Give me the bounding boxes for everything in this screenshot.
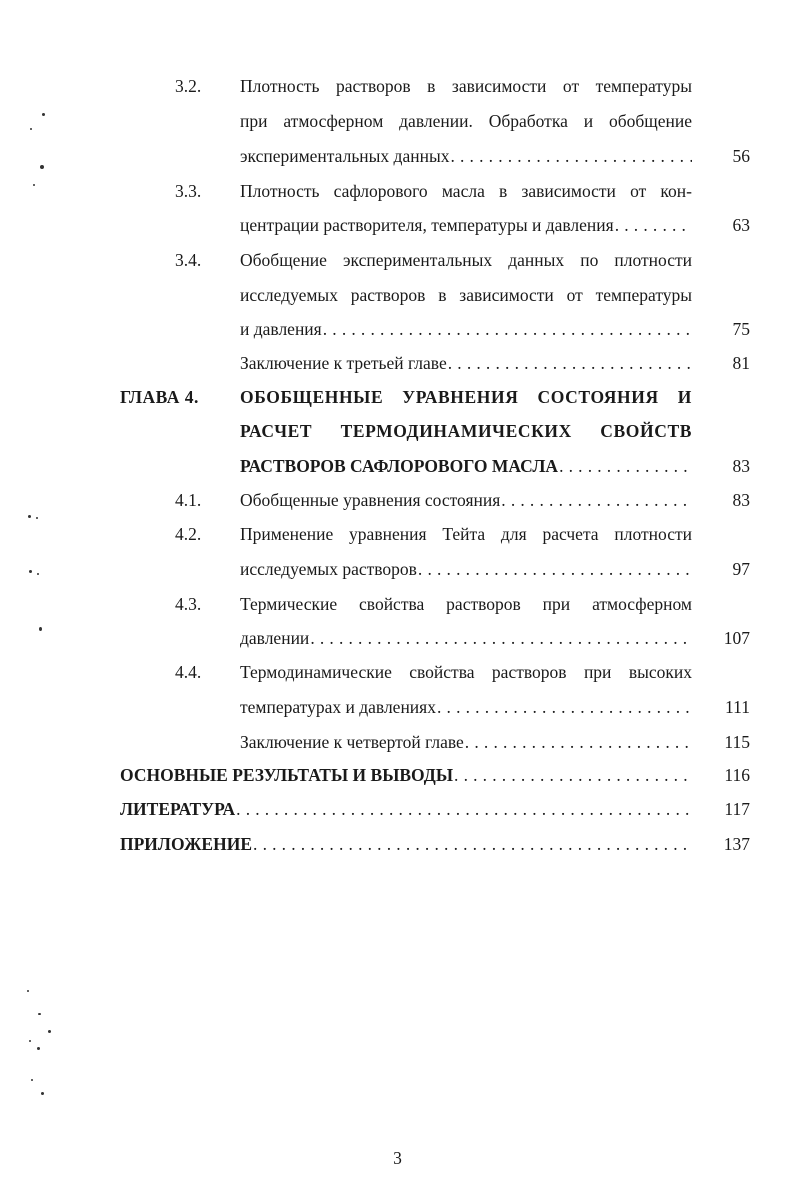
toc-entry-line bbox=[240, 312, 692, 346]
toc-number: 4.3. bbox=[175, 594, 202, 614]
chapter-title-line: ОБОБЩЕННЫЕ УРАВНЕНИЯ СОСТОЯНИЯ И bbox=[240, 387, 692, 407]
scan-speck bbox=[40, 165, 44, 169]
toc-entry-line bbox=[240, 552, 692, 586]
scan-speck bbox=[37, 1047, 40, 1050]
toc-text-line: Термические свойства растворов при атмосферном bbox=[240, 594, 692, 614]
toc-number: 4.1. bbox=[175, 490, 202, 510]
toc-text-line: Обобщенные уравнения состояния bbox=[240, 490, 501, 510]
scan-speck bbox=[36, 517, 38, 519]
toc-page-number: 83 bbox=[732, 490, 750, 510]
dot-leader bbox=[449, 139, 692, 173]
scan-speck bbox=[28, 515, 31, 518]
scan-speck bbox=[29, 1040, 31, 1042]
toc-text-line: температурах и давлениях bbox=[240, 697, 436, 717]
toc-page-number: 56 bbox=[732, 146, 750, 166]
toc-page-number: 97 bbox=[732, 559, 750, 579]
chapter-label: ГЛАВА 4. bbox=[120, 387, 199, 407]
dot-leader bbox=[235, 792, 692, 826]
dot-leader bbox=[453, 758, 692, 792]
toc-number: 3.3. bbox=[175, 181, 202, 201]
dot-leader bbox=[464, 725, 692, 759]
toc-entry-line bbox=[240, 139, 692, 173]
toc-entry-line bbox=[240, 483, 692, 517]
scan-speck bbox=[27, 990, 29, 992]
toc-text-line: исследуемых растворов bbox=[240, 559, 417, 579]
dot-leader bbox=[436, 690, 692, 724]
scan-speck bbox=[37, 573, 39, 575]
dot-leader bbox=[614, 208, 692, 242]
toc-text-line: давлении bbox=[240, 628, 310, 648]
toc-text-line: Плотность растворов в зависимости от температуры bbox=[240, 76, 692, 96]
section-title: ПРИЛОЖЕНИЕ bbox=[120, 834, 253, 854]
scan-speck bbox=[33, 184, 35, 186]
scan-speck bbox=[42, 113, 45, 116]
toc-page-number: 75 bbox=[732, 319, 750, 339]
scan-speck bbox=[31, 1079, 33, 1081]
section-title: ЛИТЕРАТУРА bbox=[120, 799, 236, 819]
toc-text-line: Заключение к третьей главе bbox=[240, 353, 447, 373]
toc-page-number: 115 bbox=[724, 732, 750, 752]
toc-entry-line bbox=[240, 449, 692, 483]
toc-number: 4.4. bbox=[175, 662, 202, 682]
chapter-title-line: РАСТВОРОВ САФЛОРОВОГО МАСЛА bbox=[240, 456, 559, 476]
toc-entry-line bbox=[120, 792, 692, 826]
scan-speck bbox=[39, 627, 42, 631]
chapter-title-line: РАСЧЕТ ТЕРМОДИНАМИЧЕСКИХ СВОЙСТВ bbox=[240, 421, 692, 441]
toc-page-number: 117 bbox=[724, 799, 750, 819]
toc-entry-line bbox=[240, 346, 692, 380]
dot-leader bbox=[417, 552, 692, 586]
dot-leader bbox=[309, 621, 692, 655]
toc-text-line: Применение уравнения Тейта для расчета плотности bbox=[240, 524, 692, 544]
toc-entry-line bbox=[240, 621, 692, 655]
toc-text-line: Заключение к четвертой главе bbox=[240, 732, 464, 752]
toc-entry-line bbox=[120, 827, 692, 861]
dot-leader bbox=[558, 449, 692, 483]
toc-entry-line bbox=[240, 690, 692, 724]
scan-speck bbox=[29, 570, 32, 573]
toc-text-line: Плотность сафлорового масла в зависимости от кон- bbox=[240, 181, 692, 201]
dot-leader bbox=[500, 483, 692, 517]
scan-speck bbox=[38, 1013, 41, 1015]
toc-text-line: центрации растворителя, температуры и давления bbox=[240, 215, 614, 235]
toc-text-line: при атмосферном давлении. Обработка и обобщение bbox=[240, 111, 692, 131]
toc-page-number: 81 bbox=[732, 353, 750, 373]
toc-page-number: 63 bbox=[732, 215, 750, 235]
toc-text-line: Термодинамические свойства растворов при высоких bbox=[240, 662, 692, 682]
toc-text-line: Обобщение экспериментальных данных по плотности bbox=[240, 250, 692, 270]
toc-entry-line bbox=[240, 725, 692, 759]
toc-page-number: 116 bbox=[724, 765, 750, 785]
toc-text-line: экспериментальных данных bbox=[240, 146, 450, 166]
toc-page-number: 83 bbox=[732, 456, 750, 476]
toc-page-number: 111 bbox=[725, 697, 750, 717]
toc-entry-line bbox=[120, 758, 692, 792]
scan-speck bbox=[41, 1092, 44, 1095]
dot-leader bbox=[447, 346, 692, 380]
scan-speck bbox=[30, 128, 32, 130]
toc-text-line: исследуемых растворов в зависимости от температуры bbox=[240, 285, 692, 305]
dot-leader bbox=[322, 312, 692, 346]
scan-speck bbox=[48, 1030, 51, 1033]
toc-page-number: 137 bbox=[723, 834, 750, 854]
toc-number: 3.2. bbox=[175, 76, 202, 96]
toc-number: 4.2. bbox=[175, 524, 202, 544]
dot-leader bbox=[252, 827, 692, 861]
toc-page-number: 107 bbox=[723, 628, 750, 648]
page-number: 3 bbox=[393, 1148, 402, 1168]
section-title: ОСНОВНЫЕ РЕЗУЛЬТАТЫ И ВЫВОДЫ bbox=[120, 765, 454, 785]
toc-text-line: и давления bbox=[240, 319, 322, 339]
toc-number: 3.4. bbox=[175, 250, 202, 270]
toc-entry-line bbox=[240, 208, 692, 242]
